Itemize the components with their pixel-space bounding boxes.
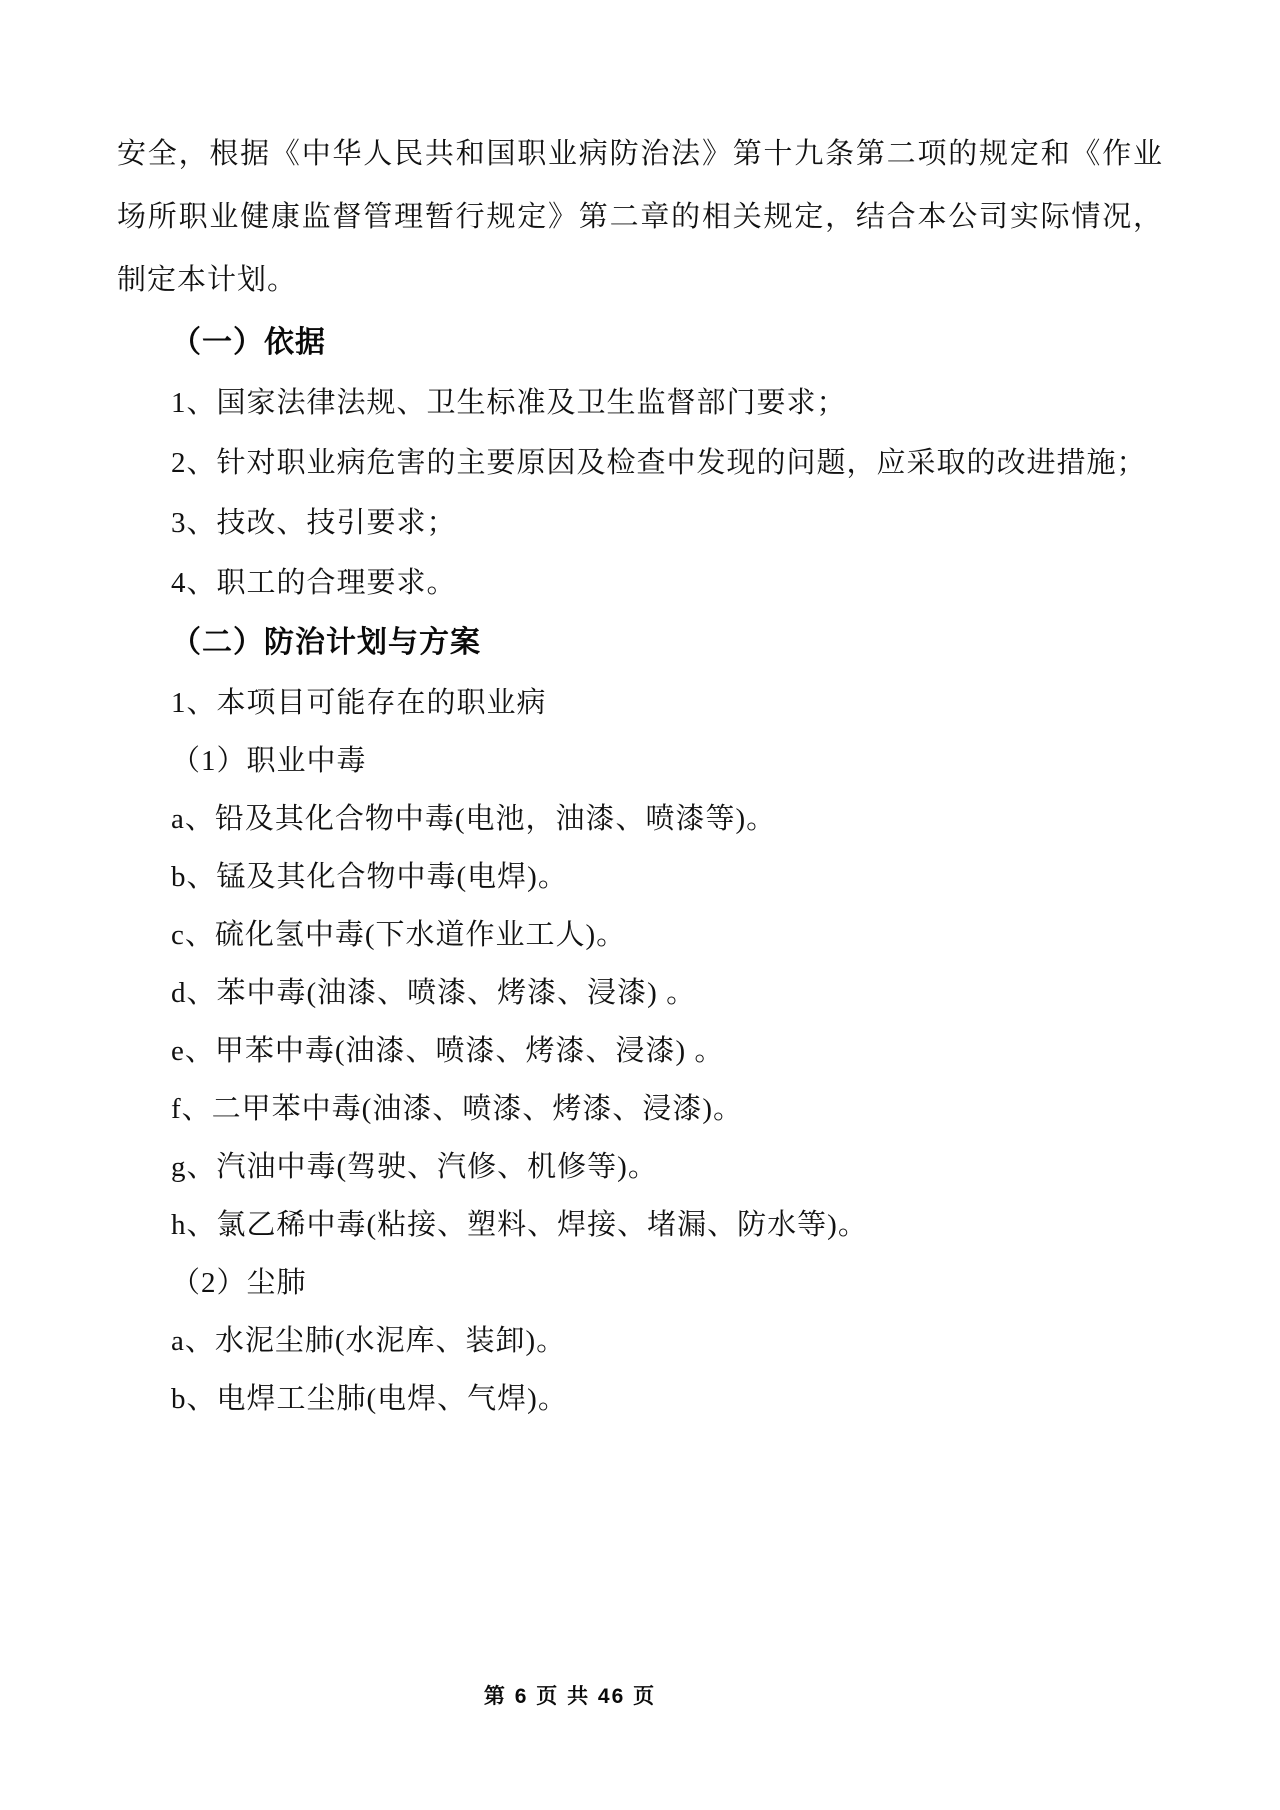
- category-1-item-h: h、氯乙稀中毒(粘接、塑料、焊接、堵漏、防水等)。: [171, 1209, 868, 1241]
- category-1-item-d: d、苯中毒(油漆、喷漆、烤漆、浸漆) 。: [171, 977, 697, 1009]
- intro-line-2: 场所职业健康监督管理暂行规定》第二章的相关规定，结合本公司实际情况，: [117, 201, 1163, 233]
- page-number-footer: 第 6 页 共 46 页: [483, 1685, 657, 1708]
- section-1-item-1: 1、国家法律法规、卫生标准及卫生监督部门要求；: [171, 387, 847, 419]
- category-1-title: （1）职业中毒: [171, 745, 367, 777]
- category-1-item-c: c、硫化氢中毒(下水道作业工人)。: [171, 919, 627, 951]
- section-1-item-2: 2、针对职业病危害的主要原因及检查中发现的问题，应采取的改进措施；: [171, 447, 1147, 479]
- category-1-item-e: e、甲苯中毒(油漆、喷漆、烤漆、浸漆) 。: [171, 1035, 725, 1067]
- section-2-sub-1-title: 1、本项目可能存在的职业病: [171, 687, 547, 719]
- section-1-item-4: 4、职工的合理要求。: [171, 567, 457, 599]
- section-1-item-3: 3、技改、技引要求；: [171, 507, 457, 539]
- section-1-heading: （一）依据: [171, 326, 326, 359]
- category-1-item-a: a、铅及其化合物中毒(电池，油漆、喷漆等)。: [171, 803, 777, 835]
- category-2-title: （2）尘肺: [171, 1267, 307, 1299]
- intro-line-1: 安全，根据《中华人民共和国职业病防治法》第十九条第二项的规定和《作业: [117, 138, 1163, 170]
- category-1-item-f: f、二甲苯中毒(油漆、喷漆、烤漆、浸漆)。: [171, 1093, 743, 1125]
- category-2-item-b: b、电焊工尘肺(电焊、气焊)。: [171, 1383, 568, 1415]
- section-2-heading: （二）防治计划与方案: [171, 626, 481, 659]
- category-2-item-a: a、水泥尘肺(水泥库、装卸)。: [171, 1325, 567, 1357]
- category-1-item-g: g、汽油中毒(驾驶、汽修、机修等)。: [171, 1151, 658, 1183]
- category-1-item-b: b、锰及其化合物中毒(电焊)。: [171, 861, 568, 893]
- intro-line-3: 制定本计划。: [117, 264, 298, 296]
